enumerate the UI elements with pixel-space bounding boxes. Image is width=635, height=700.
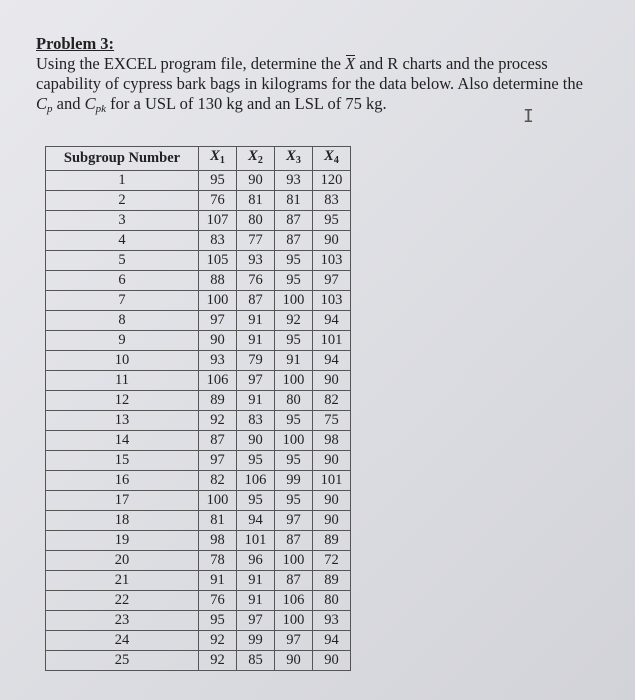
value-cell-x1: 106 <box>199 371 237 391</box>
value-cell-x3: 106 <box>275 591 313 611</box>
subgroup-number-cell: 2 <box>46 191 199 211</box>
subgroup-number-cell: 18 <box>46 511 199 531</box>
subgroup-number-cell: 5 <box>46 251 199 271</box>
value-cell-x1: 92 <box>199 651 237 671</box>
table-header-row <box>46 147 351 171</box>
value-cell-x3: 95 <box>275 491 313 511</box>
value-cell-x3: 87 <box>275 571 313 591</box>
value-cell-x2: 95 <box>237 451 275 471</box>
problem-line-2: capability of cypress bark bags in kilograms for the data below. Also determine the <box>36 74 583 93</box>
value-cell-x3: 95 <box>275 411 313 431</box>
value-cell-x1: 89 <box>199 391 237 411</box>
problem-line-3: $C_p$ and $C_{pk}$ for a USL of 130 kg and an LSL of 75 kg. <box>36 94 387 115</box>
table-row <box>46 171 351 191</box>
table-row <box>46 611 351 631</box>
value-cell-x4: 90 <box>313 491 351 511</box>
table-row <box>46 411 351 431</box>
value-cell-x4: 90 <box>313 231 351 251</box>
table-row <box>46 431 351 451</box>
table-row <box>46 651 351 671</box>
value-cell-x4: 101 <box>313 331 351 351</box>
value-cell-x3: 91 <box>275 351 313 371</box>
value-cell-x1: 92 <box>199 631 237 651</box>
value-cell-x3: 100 <box>275 431 313 451</box>
value-cell-x1: 95 <box>199 611 237 631</box>
value-cell-x2: 95 <box>237 491 275 511</box>
subgroup-number-cell: 17 <box>46 491 199 511</box>
subgroup-number-cell: 21 <box>46 571 199 591</box>
value-cell-x4: 94 <box>313 631 351 651</box>
value-cell-x1: 87 <box>199 431 237 451</box>
table-row <box>46 291 351 311</box>
data-table <box>45 146 351 671</box>
table-body <box>46 171 351 671</box>
value-cell-x2: 77 <box>237 231 275 251</box>
value-cell-x3: 93 <box>275 171 313 191</box>
value-cell-x1: 90 <box>199 331 237 351</box>
subgroup-number-cell: 16 <box>46 471 199 491</box>
subgroup-number-cell: 19 <box>46 531 199 551</box>
value-cell-x3: 100 <box>275 371 313 391</box>
value-cell-x4: 72 <box>313 551 351 571</box>
value-cell-x3: 97 <box>275 631 313 651</box>
table-row <box>46 631 351 651</box>
value-cell-x1: 97 <box>199 311 237 331</box>
header-subgroup-number: Subgroup Number <box>46 147 199 171</box>
header-x1: $X_1$ <box>199 147 237 171</box>
text-cursor-icon: I <box>523 106 534 127</box>
value-cell-x2: 96 <box>237 551 275 571</box>
value-cell-x3: 95 <box>275 251 313 271</box>
table-row <box>46 311 351 331</box>
value-cell-x3: 99 <box>275 471 313 491</box>
value-cell-x2: 94 <box>237 511 275 531</box>
value-cell-x4: 90 <box>313 511 351 531</box>
value-cell-x4: 83 <box>313 191 351 211</box>
cp-symbol: C <box>36 94 48 113</box>
value-cell-x2: 106 <box>237 471 275 491</box>
value-cell-x3: 100 <box>275 551 313 571</box>
value-cell-x3: 100 <box>275 611 313 631</box>
value-cell-x3: 97 <box>275 511 313 531</box>
table-row <box>46 571 351 591</box>
value-cell-x1: 100 <box>199 291 237 311</box>
header-x2: $X_2$ <box>237 147 275 171</box>
subgroup-number-cell: 1 <box>46 171 199 191</box>
value-cell-x1: 82 <box>199 471 237 491</box>
value-cell-x4: 89 <box>313 531 351 551</box>
problem-statement <box>36 34 631 119</box>
table-row <box>46 271 351 291</box>
value-cell-x1: 105 <box>199 251 237 271</box>
value-cell-x4: 93 <box>313 611 351 631</box>
value-cell-x4: 90 <box>313 651 351 671</box>
value-cell-x4: 90 <box>313 371 351 391</box>
table-row <box>46 191 351 211</box>
value-cell-x3: 95 <box>275 271 313 291</box>
value-cell-x4: 103 <box>313 251 351 271</box>
header-x3: $X_3$ <box>275 147 313 171</box>
value-cell-x2: 90 <box>237 431 275 451</box>
subgroup-number-cell: 25 <box>46 651 199 671</box>
value-cell-x2: 83 <box>237 411 275 431</box>
table-row <box>46 351 351 371</box>
value-cell-x1: 91 <box>199 571 237 591</box>
value-cell-x4: 97 <box>313 271 351 291</box>
subgroup-number-cell: 12 <box>46 391 199 411</box>
value-cell-x1: 98 <box>199 531 237 551</box>
value-cell-x2: 80 <box>237 211 275 231</box>
value-cell-x1: 95 <box>199 171 237 191</box>
value-cell-x2: 99 <box>237 631 275 651</box>
subgroup-number-cell: 11 <box>46 371 199 391</box>
problem-title: Problem 3: <box>36 34 115 53</box>
subgroup-number-cell: 22 <box>46 591 199 611</box>
value-cell-x2: 91 <box>237 331 275 351</box>
value-cell-x4: 120 <box>313 171 351 191</box>
value-cell-x2: 93 <box>237 251 275 271</box>
table-row <box>46 391 351 411</box>
value-cell-x2: 97 <box>237 611 275 631</box>
subgroup-number-cell: 15 <box>46 451 199 471</box>
table-row <box>46 491 351 511</box>
subgroup-number-cell: 3 <box>46 211 199 231</box>
value-cell-x2: 79 <box>237 351 275 371</box>
table-row <box>46 371 351 391</box>
value-cell-x1: 107 <box>199 211 237 231</box>
value-cell-x3: 95 <box>275 331 313 351</box>
table-row <box>46 251 351 271</box>
table-row <box>46 331 351 351</box>
subgroup-number-cell: 23 <box>46 611 199 631</box>
value-cell-x4: 80 <box>313 591 351 611</box>
value-cell-x3: 87 <box>275 231 313 251</box>
value-cell-x4: 94 <box>313 311 351 331</box>
value-cell-x3: 90 <box>275 651 313 671</box>
value-cell-x1: 88 <box>199 271 237 291</box>
value-cell-x2: 97 <box>237 371 275 391</box>
cpk-symbol: C <box>84 94 96 113</box>
value-cell-x2: 91 <box>237 311 275 331</box>
subgroup-number-cell: 10 <box>46 351 199 371</box>
value-cell-x4: 98 <box>313 431 351 451</box>
value-cell-x4: 89 <box>313 571 351 591</box>
value-cell-x4: 75 <box>313 411 351 431</box>
subgroup-number-cell: 6 <box>46 271 199 291</box>
value-cell-x4: 95 <box>313 211 351 231</box>
value-cell-x2: 91 <box>237 391 275 411</box>
table-row <box>46 231 351 251</box>
value-cell-x3: 92 <box>275 311 313 331</box>
subgroup-number-cell: 7 <box>46 291 199 311</box>
value-cell-x1: 97 <box>199 451 237 471</box>
table-row <box>46 211 351 231</box>
value-cell-x1: 92 <box>199 411 237 431</box>
value-cell-x1: 93 <box>199 351 237 371</box>
value-cell-x4: 94 <box>313 351 351 371</box>
table-row <box>46 471 351 491</box>
value-cell-x2: 85 <box>237 651 275 671</box>
subgroup-number-cell: 4 <box>46 231 199 251</box>
value-cell-x3: 81 <box>275 191 313 211</box>
value-cell-x1: 100 <box>199 491 237 511</box>
value-cell-x2: 91 <box>237 571 275 591</box>
problem-line-1: Using the EXCEL program file, determine the X and R charts and the process <box>36 54 548 73</box>
header-x4: $X_4$ <box>313 147 351 171</box>
value-cell-x1: 83 <box>199 231 237 251</box>
value-cell-x2: 91 <box>237 591 275 611</box>
xbar-symbol: X <box>345 54 356 73</box>
value-cell-x3: 95 <box>275 451 313 471</box>
subgroup-number-cell: 8 <box>46 311 199 331</box>
value-cell-x2: 90 <box>237 171 275 191</box>
table-row <box>46 551 351 571</box>
value-cell-x3: 80 <box>275 391 313 411</box>
value-cell-x3: 87 <box>275 211 313 231</box>
value-cell-x2: 87 <box>237 291 275 311</box>
table-row <box>46 531 351 551</box>
value-cell-x1: 76 <box>199 191 237 211</box>
value-cell-x4: 82 <box>313 391 351 411</box>
subgroup-number-cell: 14 <box>46 431 199 451</box>
subgroup-number-cell: 13 <box>46 411 199 431</box>
value-cell-x2: 76 <box>237 271 275 291</box>
subgroup-number-cell: 24 <box>46 631 199 651</box>
value-cell-x1: 81 <box>199 511 237 531</box>
subgroup-number-cell: 9 <box>46 331 199 351</box>
value-cell-x4: 103 <box>313 291 351 311</box>
value-cell-x1: 76 <box>199 591 237 611</box>
table-row <box>46 451 351 471</box>
value-cell-x4: 90 <box>313 451 351 471</box>
value-cell-x4: 101 <box>313 471 351 491</box>
value-cell-x2: 101 <box>237 531 275 551</box>
table-row <box>46 591 351 611</box>
value-cell-x3: 87 <box>275 531 313 551</box>
subgroup-number-cell: 20 <box>46 551 199 571</box>
table-row <box>46 511 351 531</box>
value-cell-x2: 81 <box>237 191 275 211</box>
value-cell-x1: 78 <box>199 551 237 571</box>
value-cell-x3: 100 <box>275 291 313 311</box>
